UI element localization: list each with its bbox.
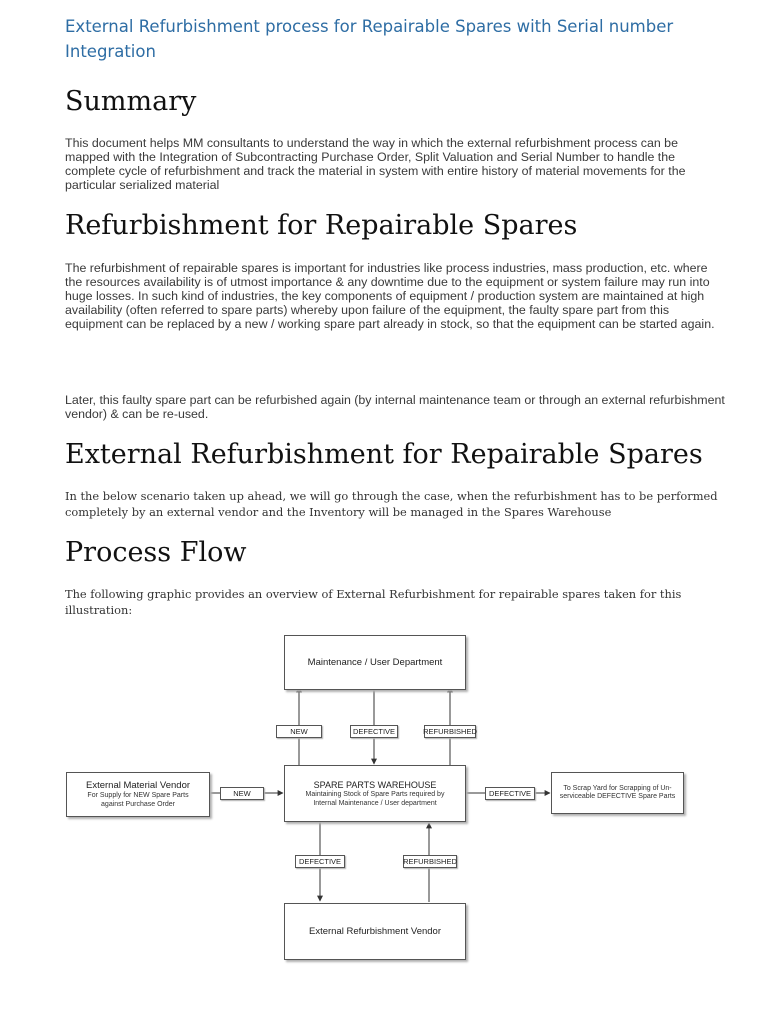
label-new-top: NEW — [276, 725, 322, 738]
label-defective-top: DEFECTIVE — [350, 725, 398, 738]
refurbishment-heading: Refurbishment for Repairable Spares — [65, 210, 578, 241]
maintenance-department-label: Maintenance / User Department — [307, 656, 443, 668]
label-defective-right: DEFECTIVE — [485, 787, 535, 800]
material-vendor-subtitle: For Supply for NEW Spare Parts against Purchase Order — [87, 792, 189, 808]
material-vendor-box — [66, 772, 210, 817]
warehouse-subtitle: Maintaining Stock of Spare Parts required by Internal Maintenance / User department — [305, 791, 445, 807]
refurbishment-paragraph-2: Later, this faulty spare part can be refurbished again (by internal maintenance team or through an external refurbishment vendor) & can be re-used. — [65, 393, 725, 421]
material-vendor-title: External Material Vendor — [85, 780, 191, 791]
summary-paragraph: This document helps MM consultants to understand the way in which the external refurbishment process can be mapped with the Integration of Subcontracting Purchase Order, Split Valuation and Serial Number to handle the complete cycle of refurbishment and track the material in system with entire history of material movements for the particular serialized material — [65, 136, 686, 192]
external-refurbishment-paragraph: In the below scenario taken up ahead, we will go through the case, when the refurbishment has to be performed completely by an external vendor and the Inventory will be managed in the Spares Warehouse — [65, 489, 718, 519]
refurbishment-vendor-box — [284, 903, 466, 960]
scrap-yard-box — [551, 772, 684, 814]
process-flow-diagram — [60, 625, 700, 970]
maintenance-department-box — [284, 635, 466, 690]
label-new-left: NEW — [220, 787, 264, 800]
refurbishment-vendor-label: External Refurbishment Vendor — [308, 925, 442, 937]
process-flow-heading: Process Flow — [65, 537, 247, 568]
label-defective-bottom: DEFECTIVE — [295, 855, 345, 868]
document-title: External Refurbishment process for Repairable Spares with Serial number Integration — [65, 17, 674, 61]
process-flow-paragraph: The following graphic provides an overview of External Refurbishment for repairable spares taken for this illustration: — [65, 587, 682, 617]
label-refurbished-bottom: REFURBISHED — [403, 857, 457, 866]
warehouse-title: SPARE PARTS WAREHOUSE — [313, 780, 437, 790]
external-refurbishment-heading: External Refurbishment for Repairable Spares — [65, 439, 703, 470]
scrap-yard-label: To Scrap Yard for Scrapping of Un-serviceable DEFECTIVE Spare Parts — [559, 784, 676, 800]
spare-parts-warehouse-box — [284, 765, 466, 822]
summary-heading: Summary — [65, 86, 197, 117]
label-refurbished-top: REFURBISHED — [423, 727, 477, 736]
refurbishment-paragraph-1: The refurbishment of repairable spares is important for industries like process industries, mass production, etc. where the resources availability is of utmost importance & any downtime due to the equipment or system failure may run into huge losses. In such kind of industries, the key components of equipment / production system are maintained at high availability (often referred to spare parts) whereby upon failure of the equipment, the faulty spare part from this equipment can be replaced by a new / working spare part already in stock, so that the equipment can be started again. — [65, 261, 715, 331]
